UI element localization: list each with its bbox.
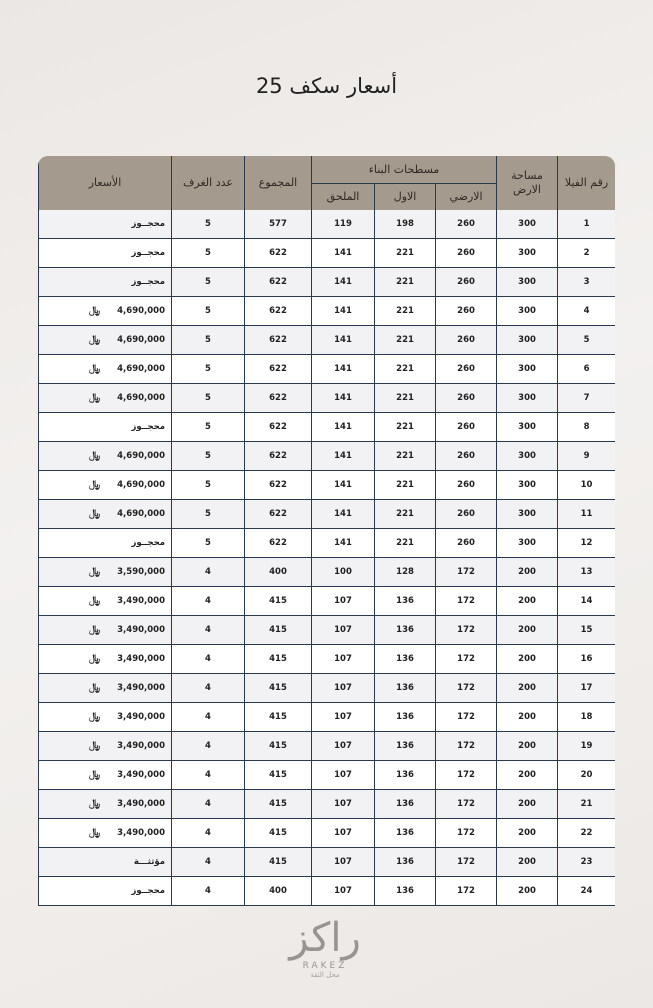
cell-first: 221 — [375, 297, 436, 326]
cell-no: 21 — [558, 790, 615, 819]
cell-land: 300 — [497, 239, 558, 268]
table-row — [39, 384, 616, 413]
price-value: 3,490,000 — [117, 625, 165, 635]
table-row — [39, 790, 616, 819]
cell-price — [39, 326, 172, 355]
riyal-icon: ﷼ — [89, 769, 101, 780]
cell-price — [39, 384, 172, 413]
cell-total: 622 — [245, 500, 312, 529]
cell-first: 136 — [375, 848, 436, 877]
cell-annex: 107 — [312, 645, 375, 674]
cell-annex: 107 — [312, 848, 375, 877]
cell-rooms: 5 — [172, 210, 245, 239]
cell-price — [39, 877, 172, 906]
cell-annex: 141 — [312, 268, 375, 297]
cell-rooms: 4 — [172, 790, 245, 819]
cell-no: 12 — [558, 529, 615, 558]
table-row — [39, 471, 616, 500]
table-row — [39, 210, 616, 239]
cell-annex: 107 — [312, 732, 375, 761]
cell-price — [39, 442, 172, 471]
price-table-container — [38, 156, 615, 906]
cell-price — [39, 558, 172, 587]
cell-price — [39, 355, 172, 384]
cell-no: 19 — [558, 732, 615, 761]
cell-ground: 172 — [436, 674, 497, 703]
rakez-logo — [280, 915, 370, 1000]
cell-annex: 141 — [312, 529, 375, 558]
price-value: 3,490,000 — [117, 683, 165, 693]
table-row — [39, 587, 616, 616]
cell-total: 622 — [245, 297, 312, 326]
logo-ar: محل الثقة — [310, 971, 340, 979]
cell-no: 3 — [558, 268, 615, 297]
cell-ground: 260 — [436, 326, 497, 355]
cell-land: 200 — [497, 703, 558, 732]
cell-first: 221 — [375, 471, 436, 500]
cell-annex: 119 — [312, 210, 375, 239]
cell-annex: 107 — [312, 877, 375, 906]
cell-rooms: 5 — [172, 471, 245, 500]
cell-land: 300 — [497, 268, 558, 297]
cell-total: 622 — [245, 355, 312, 384]
cell-rooms: 4 — [172, 819, 245, 848]
table-row — [39, 674, 616, 703]
cell-annex: 141 — [312, 297, 375, 326]
cell-first: 136 — [375, 587, 436, 616]
price-value: 3,490,000 — [117, 741, 165, 751]
cell-annex: 107 — [312, 761, 375, 790]
price-value: 3,490,000 — [117, 828, 165, 838]
cell-first: 221 — [375, 355, 436, 384]
cell-first: 136 — [375, 819, 436, 848]
price-value: 3,490,000 — [117, 799, 165, 809]
riyal-icon: ﷼ — [89, 334, 101, 345]
price-table — [38, 156, 615, 906]
cell-annex: 141 — [312, 326, 375, 355]
cell-total: 415 — [245, 790, 312, 819]
cell-annex: 100 — [312, 558, 375, 587]
header-rooms: عدد الغرف — [172, 156, 245, 210]
cell-land: 200 — [497, 732, 558, 761]
cell-first: 221 — [375, 384, 436, 413]
price-value: محجــوز — [131, 886, 165, 896]
cell-total: 415 — [245, 674, 312, 703]
cell-price — [39, 616, 172, 645]
riyal-icon: ﷼ — [89, 682, 101, 693]
cell-price — [39, 732, 172, 761]
cell-annex: 141 — [312, 500, 375, 529]
cell-ground: 172 — [436, 558, 497, 587]
cell-land: 300 — [497, 442, 558, 471]
price-value: محجــوز — [131, 422, 165, 432]
cell-no: 16 — [558, 645, 615, 674]
cell-rooms: 4 — [172, 703, 245, 732]
price-value: محجــوز — [131, 538, 165, 548]
cell-ground: 172 — [436, 732, 497, 761]
table-row — [39, 239, 616, 268]
cell-annex: 141 — [312, 471, 375, 500]
price-value: 3,490,000 — [117, 596, 165, 606]
table-row — [39, 848, 616, 877]
price-value: 4,690,000 — [117, 393, 165, 403]
cell-total: 400 — [245, 877, 312, 906]
cell-first: 198 — [375, 210, 436, 239]
cell-land: 200 — [497, 790, 558, 819]
cell-no: 6 — [558, 355, 615, 384]
cell-no: 24 — [558, 877, 615, 906]
cell-rooms: 4 — [172, 761, 245, 790]
logo-mark: راكز — [289, 915, 361, 961]
cell-land: 200 — [497, 645, 558, 674]
cell-ground: 260 — [436, 210, 497, 239]
cell-no: 2 — [558, 239, 615, 268]
cell-no: 1 — [558, 210, 615, 239]
cell-annex: 141 — [312, 355, 375, 384]
cell-no: 20 — [558, 761, 615, 790]
header-land-area: مساحة الارض — [497, 156, 558, 210]
riyal-icon: ﷼ — [89, 392, 101, 403]
cell-no: 4 — [558, 297, 615, 326]
cell-price — [39, 297, 172, 326]
cell-price — [39, 239, 172, 268]
cell-price — [39, 268, 172, 297]
table-row — [39, 703, 616, 732]
cell-no: 17 — [558, 674, 615, 703]
table-row — [39, 732, 616, 761]
cell-land: 200 — [497, 558, 558, 587]
price-value: 3,490,000 — [117, 770, 165, 780]
cell-land: 300 — [497, 297, 558, 326]
cell-land: 200 — [497, 877, 558, 906]
cell-ground: 260 — [436, 384, 497, 413]
cell-total: 622 — [245, 413, 312, 442]
price-value: محجــوز — [131, 277, 165, 287]
price-value: محجــوز — [131, 248, 165, 258]
price-value: 3,490,000 — [117, 712, 165, 722]
cell-annex: 107 — [312, 790, 375, 819]
cell-rooms: 5 — [172, 500, 245, 529]
cell-first: 221 — [375, 442, 436, 471]
price-value: 4,690,000 — [117, 306, 165, 316]
cell-no: 10 — [558, 471, 615, 500]
cell-price — [39, 674, 172, 703]
cell-price — [39, 703, 172, 732]
cell-price — [39, 848, 172, 877]
cell-no: 13 — [558, 558, 615, 587]
cell-first: 128 — [375, 558, 436, 587]
cell-no: 9 — [558, 442, 615, 471]
cell-ground: 172 — [436, 761, 497, 790]
cell-land: 200 — [497, 674, 558, 703]
cell-rooms: 4 — [172, 645, 245, 674]
cell-first: 136 — [375, 645, 436, 674]
cell-rooms: 4 — [172, 674, 245, 703]
cell-first: 221 — [375, 239, 436, 268]
cell-ground: 260 — [436, 355, 497, 384]
logo-en: RAKEZ — [302, 961, 348, 971]
cell-total: 577 — [245, 210, 312, 239]
price-value: 4,690,000 — [117, 509, 165, 519]
table-row — [39, 558, 616, 587]
price-value: 3,490,000 — [117, 654, 165, 664]
price-value: مؤثثـــة — [133, 857, 165, 867]
price-value: 3,590,000 — [117, 567, 165, 577]
cell-no: 5 — [558, 326, 615, 355]
cell-ground: 260 — [436, 413, 497, 442]
cell-total: 400 — [245, 558, 312, 587]
header-first: الاول — [375, 184, 436, 211]
cell-rooms: 4 — [172, 587, 245, 616]
table-row — [39, 326, 616, 355]
cell-no: 7 — [558, 384, 615, 413]
riyal-icon: ﷼ — [89, 566, 101, 577]
cell-ground: 172 — [436, 645, 497, 674]
cell-annex: 107 — [312, 703, 375, 732]
price-value: 4,690,000 — [117, 451, 165, 461]
riyal-icon: ﷼ — [89, 508, 101, 519]
cell-ground: 260 — [436, 442, 497, 471]
cell-ground: 172 — [436, 877, 497, 906]
cell-first: 221 — [375, 268, 436, 297]
cell-total: 415 — [245, 645, 312, 674]
cell-total: 622 — [245, 529, 312, 558]
riyal-icon: ﷼ — [89, 827, 101, 838]
cell-land: 200 — [497, 761, 558, 790]
cell-first: 136 — [375, 703, 436, 732]
riyal-icon: ﷼ — [89, 624, 101, 635]
cell-first: 221 — [375, 326, 436, 355]
cell-price — [39, 529, 172, 558]
cell-no: 22 — [558, 819, 615, 848]
cell-price — [39, 819, 172, 848]
table-row — [39, 877, 616, 906]
cell-total: 415 — [245, 703, 312, 732]
cell-total: 415 — [245, 587, 312, 616]
cell-total: 415 — [245, 819, 312, 848]
cell-no: 11 — [558, 500, 615, 529]
cell-ground: 172 — [436, 703, 497, 732]
cell-land: 300 — [497, 529, 558, 558]
table-body — [39, 210, 616, 906]
cell-annex: 141 — [312, 239, 375, 268]
cell-first: 136 — [375, 877, 436, 906]
cell-first: 136 — [375, 616, 436, 645]
riyal-icon: ﷼ — [89, 479, 101, 490]
cell-price — [39, 500, 172, 529]
cell-first: 221 — [375, 529, 436, 558]
cell-rooms: 5 — [172, 268, 245, 297]
cell-land: 300 — [497, 210, 558, 239]
header-ground: الارضي — [436, 184, 497, 211]
cell-ground: 172 — [436, 848, 497, 877]
riyal-icon: ﷼ — [89, 450, 101, 461]
price-value: 4,690,000 — [117, 335, 165, 345]
cell-total: 415 — [245, 732, 312, 761]
table-row — [39, 413, 616, 442]
cell-first: 221 — [375, 500, 436, 529]
cell-ground: 260 — [436, 239, 497, 268]
cell-land: 300 — [497, 384, 558, 413]
cell-rooms: 5 — [172, 442, 245, 471]
cell-ground: 172 — [436, 819, 497, 848]
table-row — [39, 500, 616, 529]
page-title: أسعار سكف 25 — [255, 74, 398, 98]
cell-ground: 260 — [436, 529, 497, 558]
header-total: المجموع — [245, 156, 312, 210]
header-plot-no: رقم الفيلا — [558, 156, 615, 210]
cell-rooms: 5 — [172, 413, 245, 442]
table-row — [39, 819, 616, 848]
cell-first: 136 — [375, 732, 436, 761]
cell-first: 136 — [375, 674, 436, 703]
cell-land: 300 — [497, 413, 558, 442]
cell-annex: 141 — [312, 442, 375, 471]
cell-total: 622 — [245, 326, 312, 355]
table-row — [39, 761, 616, 790]
header-annex: الملحق — [312, 184, 375, 211]
price-value: محجــوز — [131, 219, 165, 229]
cell-first: 221 — [375, 413, 436, 442]
cell-land: 300 — [497, 326, 558, 355]
cell-rooms: 4 — [172, 732, 245, 761]
cell-land: 200 — [497, 848, 558, 877]
header-prices: الأسعار — [39, 156, 172, 210]
cell-ground: 260 — [436, 268, 497, 297]
price-value: 4,690,000 — [117, 480, 165, 490]
cell-ground: 172 — [436, 790, 497, 819]
cell-price — [39, 790, 172, 819]
riyal-icon: ﷼ — [89, 740, 101, 751]
cell-rooms: 5 — [172, 239, 245, 268]
table-row — [39, 268, 616, 297]
header-build-areas: مسطحات البناء — [312, 156, 497, 184]
cell-rooms: 4 — [172, 848, 245, 877]
cell-total: 622 — [245, 442, 312, 471]
cell-annex: 141 — [312, 413, 375, 442]
cell-total: 622 — [245, 384, 312, 413]
cell-total: 622 — [245, 239, 312, 268]
cell-rooms: 4 — [172, 877, 245, 906]
cell-rooms: 5 — [172, 355, 245, 384]
cell-first: 136 — [375, 761, 436, 790]
cell-first: 136 — [375, 790, 436, 819]
cell-price — [39, 210, 172, 239]
riyal-icon: ﷼ — [89, 653, 101, 664]
cell-rooms: 5 — [172, 326, 245, 355]
table-row — [39, 529, 616, 558]
cell-land: 300 — [497, 355, 558, 384]
riyal-icon: ﷼ — [89, 711, 101, 722]
cell-annex: 107 — [312, 819, 375, 848]
table-row — [39, 645, 616, 674]
cell-price — [39, 645, 172, 674]
cell-land: 200 — [497, 616, 558, 645]
cell-rooms: 4 — [172, 558, 245, 587]
cell-land: 200 — [497, 819, 558, 848]
cell-total: 415 — [245, 761, 312, 790]
cell-price — [39, 761, 172, 790]
cell-rooms: 4 — [172, 616, 245, 645]
cell-ground: 172 — [436, 616, 497, 645]
cell-annex: 141 — [312, 384, 375, 413]
cell-no: 15 — [558, 616, 615, 645]
riyal-icon: ﷼ — [89, 798, 101, 809]
riyal-icon: ﷼ — [89, 305, 101, 316]
cell-price — [39, 413, 172, 442]
cell-no: 18 — [558, 703, 615, 732]
table-row — [39, 616, 616, 645]
cell-annex: 107 — [312, 616, 375, 645]
cell-annex: 107 — [312, 587, 375, 616]
cell-rooms: 5 — [172, 297, 245, 326]
riyal-icon: ﷼ — [89, 595, 101, 606]
cell-price — [39, 587, 172, 616]
cell-total: 415 — [245, 848, 312, 877]
cell-total: 622 — [245, 471, 312, 500]
cell-rooms: 5 — [172, 384, 245, 413]
cell-price — [39, 471, 172, 500]
cell-ground: 172 — [436, 587, 497, 616]
cell-land: 300 — [497, 500, 558, 529]
table-row — [39, 297, 616, 326]
price-value: 4,690,000 — [117, 364, 165, 374]
cell-annex: 107 — [312, 674, 375, 703]
riyal-icon: ﷼ — [89, 363, 101, 374]
cell-no: 14 — [558, 587, 615, 616]
cell-ground: 260 — [436, 297, 497, 326]
cell-ground: 260 — [436, 471, 497, 500]
cell-ground: 260 — [436, 500, 497, 529]
table-row — [39, 355, 616, 384]
cell-no: 8 — [558, 413, 615, 442]
cell-rooms: 5 — [172, 529, 245, 558]
cell-total: 415 — [245, 616, 312, 645]
table-row — [39, 442, 616, 471]
cell-total: 622 — [245, 268, 312, 297]
cell-no: 23 — [558, 848, 615, 877]
cell-land: 200 — [497, 587, 558, 616]
cell-land: 300 — [497, 471, 558, 500]
